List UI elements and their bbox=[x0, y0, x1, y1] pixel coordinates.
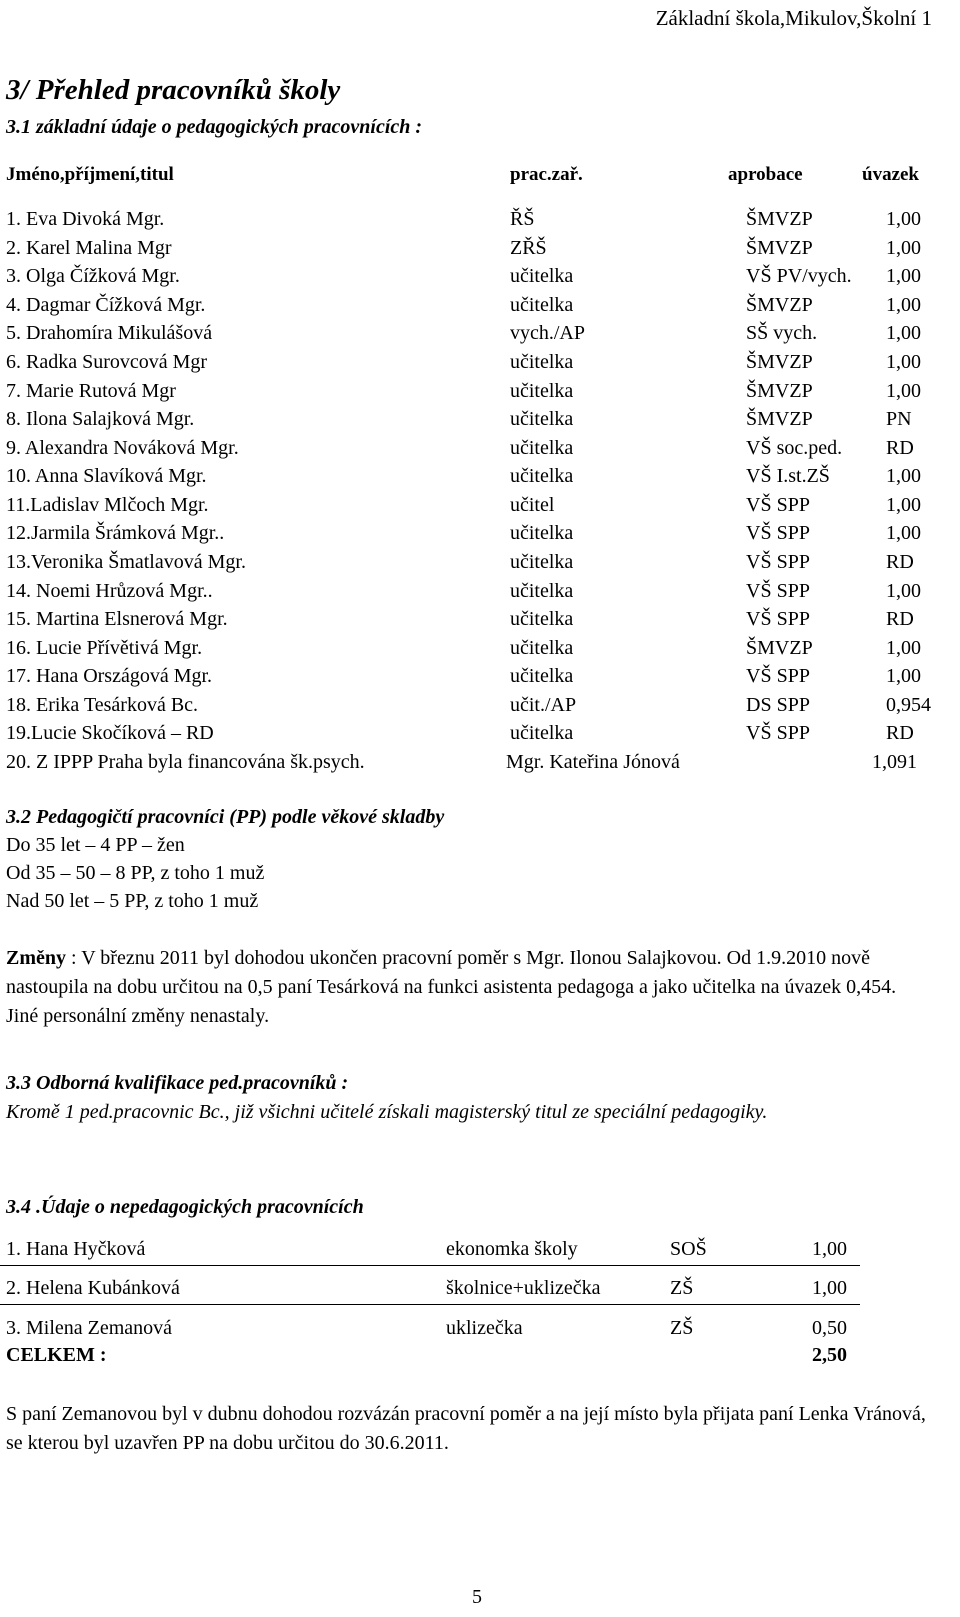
cell-name: 7. Marie Rutová Mgr bbox=[6, 380, 176, 402]
table-row bbox=[0, 408, 960, 436]
cell-workload: 1,00 bbox=[886, 237, 921, 259]
cell-position: učitelka bbox=[510, 665, 574, 687]
cell-name: 20. Z IPPP Praha byla financována šk.psych. bbox=[6, 751, 365, 773]
changes-text: : V březnu 2011 byl dohodou ukončen pracovní poměr s Mgr. Ilonou Salajkovou. Od 1.9.2010 nově nastoupila na dobu určitou na 0,5 paní Tesárková na funkci asistenta pedagoga a jako učitelka na úvazek 0,454. Jiné personální změny nenastaly. bbox=[6, 947, 897, 1027]
cell-name: 2. Helena Kubánková bbox=[6, 1277, 180, 1299]
cell-workload: 1,00 bbox=[886, 465, 921, 487]
cell-position: učitelka bbox=[510, 437, 574, 459]
cell-qualification: VŠ SPP bbox=[746, 580, 810, 602]
cell-workload: PN bbox=[886, 408, 912, 430]
table-row bbox=[0, 551, 960, 579]
total-label: CELKEM : bbox=[6, 1344, 107, 1366]
cell-name: 9. Alexandra Nováková Mgr. bbox=[6, 437, 239, 459]
table-row bbox=[0, 437, 960, 465]
cell-position: učitelka bbox=[510, 637, 574, 659]
cell-workload: RD bbox=[886, 437, 914, 459]
cell-qualification: ŠMVZP bbox=[746, 208, 813, 230]
cell-name: 13.Veronika Šmatlavová Mgr. bbox=[6, 551, 246, 573]
cell-name: 15. Martina Elsnerová Mgr. bbox=[6, 608, 228, 630]
cell-position: vych./AP bbox=[510, 322, 585, 344]
row-divider bbox=[0, 1265, 860, 1266]
cell-name: 12.Jarmila Šrámková Mgr.. bbox=[6, 522, 225, 544]
cell-name: 6. Radka Surovcová Mgr bbox=[6, 351, 208, 373]
cell-workload: 1,00 bbox=[886, 265, 921, 287]
cell-qualification: ŠMVZP bbox=[746, 351, 813, 373]
page-number: 5 bbox=[472, 1586, 482, 1608]
age-group-line: Do 35 let – 4 PP – žen bbox=[6, 834, 185, 856]
cell-person: Mgr. Kateřina Jónová bbox=[506, 751, 680, 773]
cell-workload: 1,00 bbox=[886, 665, 921, 687]
cell-qualification: DS SPP bbox=[746, 694, 810, 716]
cell-workload: 1,00 bbox=[886, 322, 921, 344]
cell-qualification: VŠ SPP bbox=[746, 494, 810, 516]
column-header-name: Jméno,příjmení,titul bbox=[6, 164, 174, 185]
cell-workload: 1,00 bbox=[886, 580, 921, 602]
cell-workload: 1,00 bbox=[812, 1238, 847, 1260]
cell-qualification: ŠMVZP bbox=[746, 380, 813, 402]
table-row bbox=[0, 751, 960, 779]
cell-workload: 1,00 bbox=[886, 380, 921, 402]
section-3-3-text: Kromě 1 ped.pracovnic Bc., již všichni učitelé získali magisterský titul ze speciální pedagogiky. bbox=[6, 1101, 768, 1123]
table-row bbox=[0, 608, 960, 636]
section-title: 3/ Přehled pracovníků školy bbox=[6, 74, 341, 106]
cell-position: učitelka bbox=[510, 408, 574, 430]
cell-name: 14. Noemi Hrůzová Mgr.. bbox=[6, 580, 213, 602]
cell-qualification: ŠMVZP bbox=[746, 637, 813, 659]
cell-qualification: VŠ SPP bbox=[746, 608, 810, 630]
total-row bbox=[0, 1344, 960, 1372]
table-row bbox=[0, 494, 960, 522]
table-row bbox=[0, 208, 960, 236]
cell-name: 19.Lucie Skočíková – RD bbox=[6, 722, 214, 744]
row-divider bbox=[0, 1304, 860, 1305]
cell-name: 3. Olga Čížková Mgr. bbox=[6, 265, 180, 287]
cell-position: učitelka bbox=[510, 294, 574, 316]
cell-position: učitelka bbox=[510, 380, 574, 402]
table-row bbox=[0, 580, 960, 608]
age-group-line: Nad 50 let – 5 PP, z toho 1 muž bbox=[6, 890, 259, 912]
table-row bbox=[0, 294, 960, 322]
cell-name: 16. Lucie Přívětivá Mgr. bbox=[6, 637, 203, 659]
cell-position: školnice+uklizečka bbox=[446, 1277, 601, 1299]
cell-name: 1. Hana Hyčková bbox=[6, 1238, 146, 1260]
cell-position: učitelka bbox=[510, 351, 574, 373]
cell-workload: 1,091 bbox=[872, 751, 917, 773]
changes-paragraph bbox=[6, 944, 926, 1031]
table-row bbox=[0, 722, 960, 750]
cell-qualification: VŠ SPP bbox=[746, 665, 810, 687]
column-header-qualification: aprobace bbox=[728, 164, 803, 185]
cell-workload: 0,50 bbox=[812, 1317, 847, 1339]
cell-position: učitelka bbox=[510, 265, 574, 287]
cell-name: 17. Hana Országová Mgr. bbox=[6, 665, 213, 687]
table-row bbox=[0, 265, 960, 293]
cell-qualification: VŠ SPP bbox=[746, 551, 810, 573]
cell-name: 1. Eva Divoká Mgr. bbox=[6, 208, 165, 230]
cell-name: 8. Ilona Salajková Mgr. bbox=[6, 408, 195, 430]
table-row bbox=[0, 522, 960, 550]
cell-education: ZŠ bbox=[670, 1317, 694, 1339]
cell-position: ekonomka školy bbox=[446, 1238, 578, 1260]
cell-position: ZŘŠ bbox=[510, 237, 547, 259]
section-3-2-title: 3.2 Pedagogičtí pracovníci (PP) podle věkové skladby bbox=[6, 806, 445, 828]
cell-workload: 1,00 bbox=[886, 637, 921, 659]
column-header-workplace: prac.zař. bbox=[510, 164, 583, 185]
cell-name: 10. Anna Slavíková Mgr. bbox=[6, 465, 207, 487]
cell-qualification: VŠ PV/vych. bbox=[746, 265, 852, 287]
total-value: 2,50 bbox=[812, 1344, 847, 1366]
table-row bbox=[0, 351, 960, 379]
cell-education: SOŠ bbox=[670, 1238, 707, 1260]
table-row bbox=[0, 1238, 960, 1266]
cell-position: učitelka bbox=[510, 722, 574, 744]
cell-name: 5. Drahomíra Mikulášová bbox=[6, 322, 213, 344]
cell-position: učit./AP bbox=[510, 694, 577, 716]
section-3-4-title: 3.4 .Údaje o nepedagogických pracovnících bbox=[6, 1196, 364, 1218]
cell-qualification: ŠMVZP bbox=[746, 408, 813, 430]
cell-qualification: VŠ SPP bbox=[746, 522, 810, 544]
table-row bbox=[0, 237, 960, 265]
cell-workload: RD bbox=[886, 722, 914, 744]
cell-position: učitelka bbox=[510, 608, 574, 630]
cell-name: 11.Ladislav Mlčoch Mgr. bbox=[6, 494, 209, 516]
cell-position: uklizečka bbox=[446, 1317, 523, 1339]
column-header-workload: úvazek bbox=[862, 164, 919, 185]
cell-position: učitelka bbox=[510, 551, 574, 573]
cell-position: učitel bbox=[510, 494, 555, 516]
table-row bbox=[0, 694, 960, 722]
cell-name: 18. Erika Tesárková Bc. bbox=[6, 694, 199, 716]
cell-workload: 1,00 bbox=[886, 494, 921, 516]
cell-name: 3. Milena Zemanová bbox=[6, 1317, 173, 1339]
table-row bbox=[0, 637, 960, 665]
cell-workload: 1,00 bbox=[886, 522, 921, 544]
table-row bbox=[0, 1317, 960, 1345]
cell-workload: 1,00 bbox=[812, 1277, 847, 1299]
cell-workload: RD bbox=[886, 551, 914, 573]
cell-name: 4. Dagmar Čížková Mgr. bbox=[6, 294, 206, 316]
section-subtitle: 3.1 základní údaje o pedagogických pracovnících : bbox=[6, 116, 423, 138]
cell-position: učitelka bbox=[510, 580, 574, 602]
table-row bbox=[0, 1277, 960, 1305]
cell-workload: 1,00 bbox=[886, 351, 921, 373]
cell-qualification: VŠ soc.ped. bbox=[746, 437, 843, 459]
cell-qualification: VŠ SPP bbox=[746, 722, 810, 744]
cell-workload: RD bbox=[886, 608, 914, 630]
table-row bbox=[0, 322, 960, 350]
cell-position: učitelka bbox=[510, 465, 574, 487]
cell-qualification: VŠ I.st.ZŠ bbox=[746, 465, 830, 487]
cell-position: ŘŠ bbox=[510, 208, 535, 230]
cell-education: ZŠ bbox=[670, 1277, 694, 1299]
cell-workload: 0,954 bbox=[886, 694, 931, 716]
table-row bbox=[0, 465, 960, 493]
staff-change-note: S paní Zemanovou byl v dubnu dohodou rozvázán pracovní poměr a na její místo byla přijata paní Lenka Vránová, se kterou byl uzavřen PP na dobu určitou do 30.6.2011. bbox=[6, 1403, 926, 1454]
changes-label: Změny bbox=[6, 947, 66, 969]
page-header: Základní škola,Mikulov,Školní 1 bbox=[655, 6, 932, 30]
table-row bbox=[0, 380, 960, 408]
cell-name: 2. Karel Malina Mgr bbox=[6, 237, 172, 259]
cell-qualification: ŠMVZP bbox=[746, 237, 813, 259]
cell-position: učitelka bbox=[510, 522, 574, 544]
table-row bbox=[0, 665, 960, 693]
section-3-3-title: 3.3 Odborná kvalifikace ped.pracovníků : bbox=[6, 1072, 349, 1094]
cell-qualification: ŠMVZP bbox=[746, 294, 813, 316]
cell-qualification: SŠ vych. bbox=[746, 322, 818, 344]
cell-workload: 1,00 bbox=[886, 208, 921, 230]
cell-workload: 1,00 bbox=[886, 294, 921, 316]
age-group-line: Od 35 – 50 – 8 PP, z toho 1 muž bbox=[6, 862, 265, 884]
